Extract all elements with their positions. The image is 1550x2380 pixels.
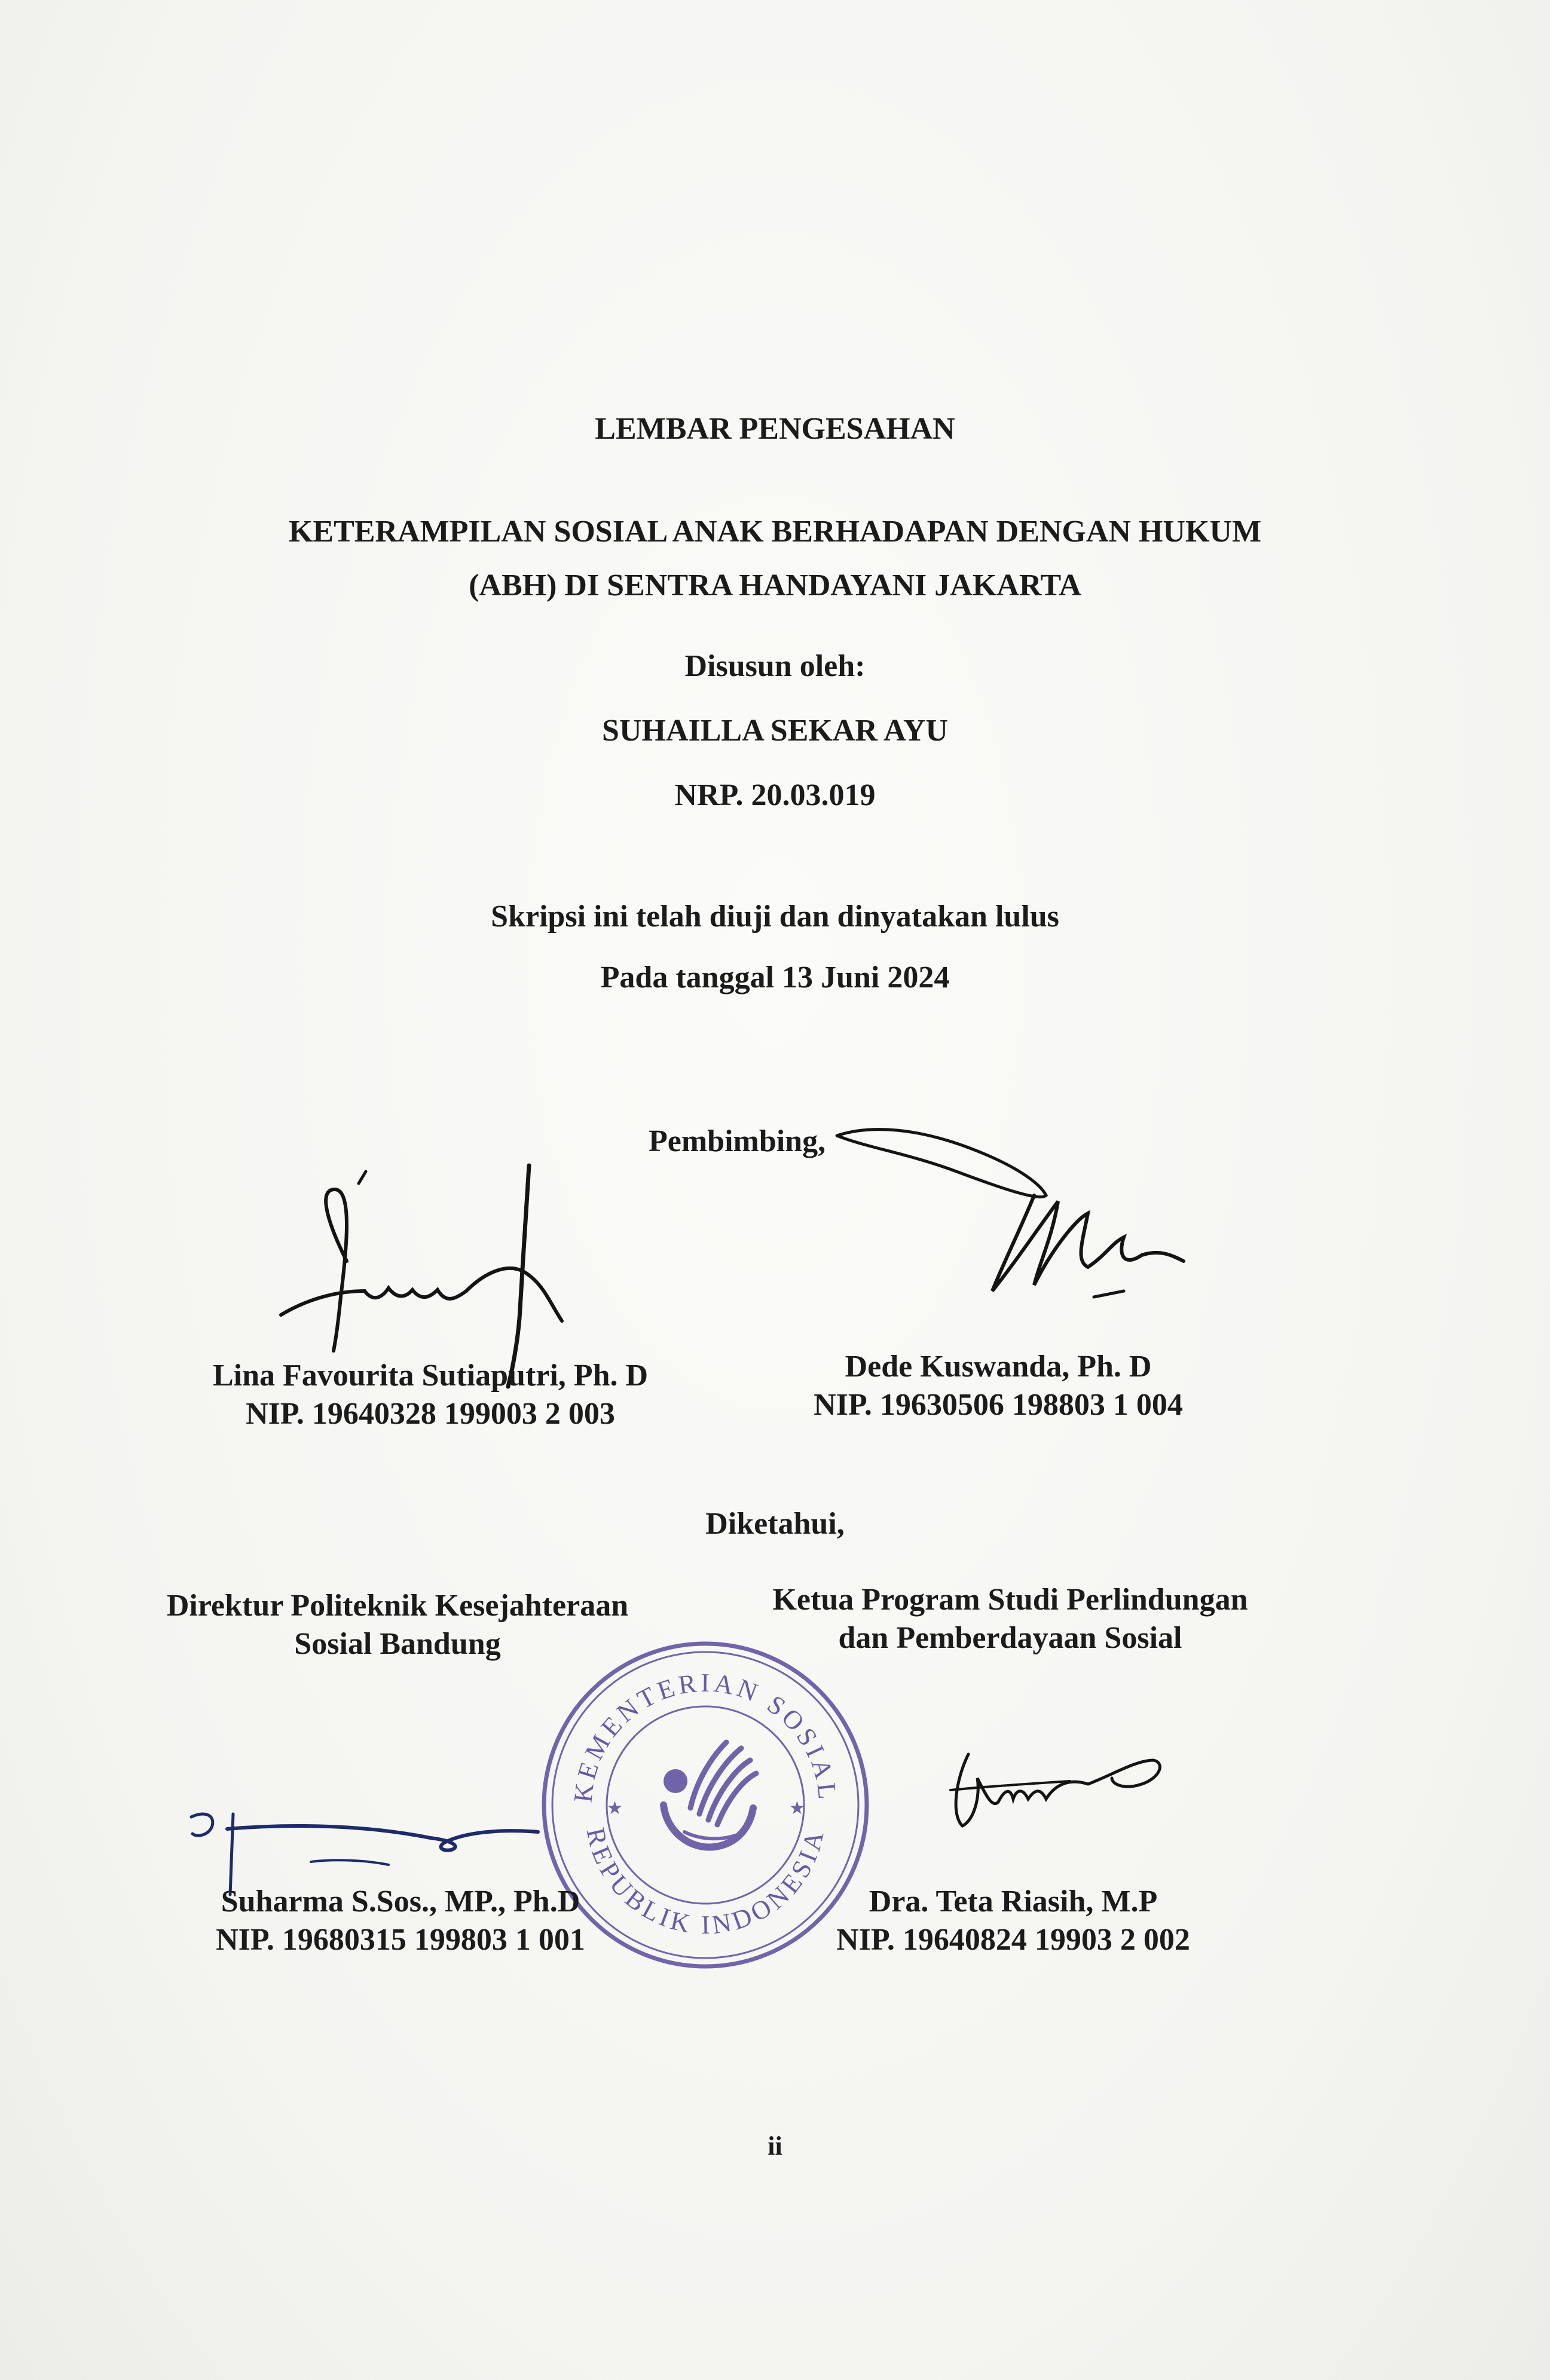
supervisor-left-block: [132, 1357, 729, 1433]
director-nip: NIP. 19680315 199803 1 001: [216, 1923, 585, 1957]
signature-teta: [933, 1742, 1184, 1862]
page-title: LEMBAR PENGESAHAN: [595, 412, 955, 446]
director-name: Suharma S.Sos., MP., Ph.D: [221, 1885, 580, 1919]
thesis-title-line-2: (ABH) DI SENTRA HANDAYANI JAKARTA: [469, 568, 1081, 602]
exam-date: Pada tanggal 13 Juni 2024: [600, 960, 950, 995]
stamp-top-text: KEMENTERIAN SOSIAL: [568, 1668, 843, 1804]
head-of-program-role-line-2: dan Pemberdayaan Sosial: [838, 1621, 1182, 1655]
supervisor-right-nip: NIP. 19630506 198803 1 004: [814, 1388, 1183, 1422]
stamp-bottom-text: REPUBLIK INDONESIA: [580, 1825, 830, 1940]
supervisor-left-nip: NIP. 19640328 199003 2 003: [246, 1397, 615, 1431]
author-name: SUHAILLA SEKAR AYU: [602, 714, 948, 748]
supervisor-right-block: [699, 1348, 1297, 1424]
supervisors-label: Pembimbing,: [649, 1124, 826, 1158]
svg-text:★: ★: [607, 1798, 623, 1818]
acknowledged-label: Diketahui,: [705, 1507, 845, 1541]
head-of-program-signature-block: [714, 1883, 1312, 1959]
ministry-logo-icon: [664, 1742, 756, 1847]
director-signature-block: [102, 1883, 699, 1959]
head-of-program-role-line-1: Ketua Program Studi Perlindungan: [772, 1583, 1248, 1617]
director-role-line-2: Sosial Bandung: [294, 1627, 501, 1661]
author-label: Disusun oleh:: [684, 649, 866, 683]
exam-statement: Skripsi ini telah diuji dan dinyatakan lulus: [491, 900, 1059, 934]
supervisor-left-name: Lina Favourita Sutiaputri, Ph. D: [212, 1359, 649, 1393]
head-of-program-name: Dra. Teta Riasih, M.P: [869, 1885, 1158, 1919]
signature-dede: [825, 1106, 1207, 1327]
author-nrp: NRP. 20.03.019: [674, 778, 876, 812]
director-role-line-1: Direktur Politeknik Kesejahteraan: [166, 1589, 629, 1623]
thesis-title-line-1: KETERAMPILAN SOSIAL ANAK BERHADAPAN DENGAN HUKUM: [288, 515, 1262, 549]
supervisor-right-name: Dede Kuswanda, Ph. D: [845, 1350, 1152, 1384]
head-of-program-nip: NIP. 19640824 19903 2 002: [836, 1923, 1190, 1957]
page-number: ii: [768, 2131, 782, 2161]
svg-text:★: ★: [789, 1798, 805, 1818]
